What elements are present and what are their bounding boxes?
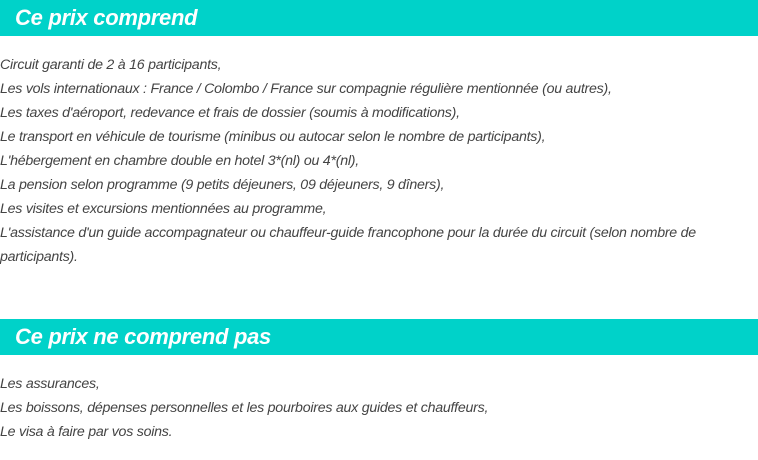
- list-item: La pension selon programme (9 petits déjeuners, 09 déjeuners, 9 dîners),: [0, 177, 445, 193]
- list-item: Le visa à faire par vos soins.: [0, 424, 173, 440]
- price-excludes-header: [0, 319, 758, 355]
- list-item: L'assistance d'un guide accompagnateur ou chauffeur-guide francophone pour la durée du circuit (selon nombre de participants).: [0, 225, 696, 265]
- list-item: Les vols internationaux : France / Colombo / France sur compagnie régulière mentionnée (ou autres),: [0, 81, 612, 97]
- list-item: Les taxes d'aéroport, redevance et frais de dossier (soumis à modifications),: [0, 105, 460, 121]
- price-excludes-list: [0, 355, 758, 444]
- price-includes-title: Ce prix comprend: [15, 5, 198, 30]
- list-item: Le transport en véhicule de tourisme (minibus ou autocar selon le nombre de participants),: [0, 129, 546, 145]
- price-includes-header: [0, 0, 758, 36]
- list-item: L'hébergement en chambre double en hotel 3*(nl) ou 4*(nl),: [0, 153, 359, 169]
- price-excludes-title: Ce prix ne comprend pas: [15, 324, 271, 349]
- list-item: Les boissons, dépenses personnelles et les pourboires aux guides et chauffeurs,: [0, 400, 489, 416]
- list-item: Les visites et excursions mentionnées au programme,: [0, 201, 327, 217]
- price-excludes-section: [0, 319, 758, 444]
- list-item: Circuit garanti de 2 à 16 participants,: [0, 57, 222, 73]
- list-item: Les assurances,: [0, 376, 100, 392]
- price-includes-list: [0, 36, 740, 269]
